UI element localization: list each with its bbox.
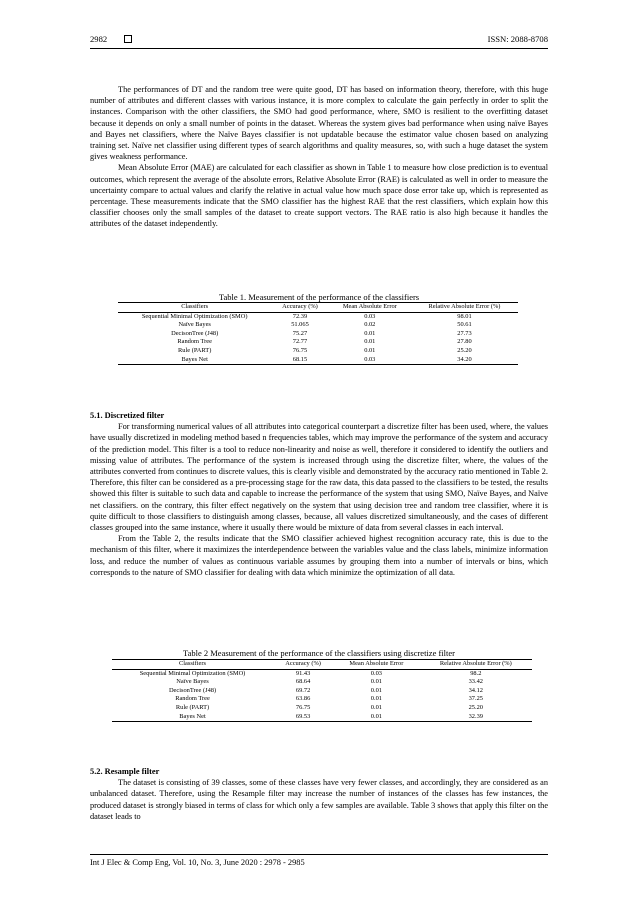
table-row <box>112 713 532 722</box>
table-cell: Random Tree <box>175 695 210 703</box>
table-cell: 0.03 <box>329 356 411 365</box>
table-row <box>112 687 532 696</box>
section-5-1 <box>90 410 548 578</box>
column-header: Mean Absolute Error <box>333 660 419 670</box>
table-row <box>118 321 518 330</box>
checkbox-glyph-icon <box>124 35 132 43</box>
table-cell: 68.64 <box>295 678 311 686</box>
table-cell: 63.86 <box>295 695 311 703</box>
table-cell: 0.01 <box>364 338 376 346</box>
footer-citation: Int J Elec & Comp Eng, Vol. 10, No. 3, June 2020 : 2978 - 2985 <box>90 858 305 867</box>
table-cell: 69.72 <box>295 686 311 694</box>
page-number: 2982 <box>90 34 108 44</box>
column-header: Accuracy (%) <box>271 303 328 313</box>
column-header: Classifiers <box>118 303 271 313</box>
table2 <box>112 659 532 722</box>
table-cell: 98.2 <box>470 669 482 677</box>
table-cell: 0.02 <box>364 321 376 329</box>
table-row <box>118 347 518 356</box>
table-cell: DecisonTree (J48) <box>171 329 219 337</box>
table-cell: 0.01 <box>370 678 382 686</box>
paragraph: The dataset is consisting of 39 classes, some of these classes have very fewer classes, and accordingly, they are considered as an unbalanced dataset. Therefore, using the Resample filter may increase the number of instances of the classes has few instances, the produced dataset is strongly biased in terms of class for which only a few samples are available. Table 3 shows that apply this filter on the dataset leads to <box>90 778 548 821</box>
table-cell: 33.42 <box>468 678 483 686</box>
issn-label: ISSN: 2088-8708 <box>487 34 548 44</box>
paragraph: From the Table 2, the results indicate that the SMO classifier achieved highest recognition accuracy rate, this is due to the mechanism of this filter, where it maximizes the interdependence between the variables value and the class labels, minimize information loss, and reduce the number of values as continuous variable assumes by grouping them into a number of intervals or bins, which corresponds to the nature of SMO classifier for dealing with data which minimize the optimization of all data. <box>90 534 548 577</box>
column-header: Relative Absolute Error (%) <box>420 660 532 670</box>
table-cell: 25.20 <box>468 703 483 711</box>
table-cell: 27.73 <box>457 329 472 337</box>
table1-caption: Table 1. Measurement of the performance of the classifiers <box>218 292 420 302</box>
table-cell: 50.61 <box>457 321 472 329</box>
table-cell: Naïve Bayes <box>178 321 211 329</box>
table-row <box>118 338 518 347</box>
table-row <box>118 312 518 321</box>
table-row <box>118 330 518 339</box>
table-cell: Naïve Bayes <box>176 678 209 686</box>
table-cell: 91.43 <box>295 669 311 677</box>
paragraph: For transforming numerical values of all attributes into categorical counterpart a discretize filter has been used, where, the values have usually discretized in modeling method based n frequencies tables, which may improve the performance of the system and accuracy of the prediction model. This filter is a tool to reduce non-linearity and noise as well, therefore it considered to identify the outliers and missing value of attributes. The performance of the system is increased through using the discretize filter, where, the values of the attributes converted from continues to discrete values, this is clearly visible and demonstrated by the accuracy ratio mentioned in Table 2. Therefore, this filter can be considered as a pre-processing stage for the raw data, this data passed to the classifiers to be tested, the results showed this filter is suitable to such data and capable to increase the performance of the system that using SMO, Naïve Bayes, and Naïve net classifiers. on the contrary, this filter effect negatively on the system that using decision tree and random tree classifier, where it is quite difficult to those classifiers to distinguish among classes, because, all values discretized simultaneously, and the cases of different classes grouped into the same instance, where it usually there would be mixture of data from several classes in each interval. <box>90 422 548 533</box>
table2-caption: Table 2 Measurement of the performance of the classifiers using discretize filter <box>182 648 455 658</box>
table-header-row <box>118 303 518 313</box>
section-5-2 <box>90 766 548 822</box>
table-cell: 0.01 <box>370 686 382 694</box>
table-cell: 37.25 <box>468 695 483 703</box>
table-cell: Bayes Net <box>112 713 273 722</box>
table-cell: 0.01 <box>370 703 382 711</box>
column-header: Relative Absolute Error (%) <box>411 303 518 313</box>
table-row <box>112 669 532 678</box>
table-cell: 0.01 <box>370 695 382 703</box>
table-cell: DecisonTree (J48) <box>168 686 217 694</box>
paragraph: The performances of DT and the random tree were quite good, DT has based on information theory, therefore, with this huge number of attributes and different classes with various instance, it is more complex to calculate the gain perfectly in order to split the instances. Comparison with the other classifiers, the SMO had good performance, where, SMO is resilient to the overfitting dataset because it depends on only a small number of points in the dataset. Whereas the system gives bad performance when using naïve Bayes and Bayes net classifiers, where the Naïve Bayes classifier is not updatable because the estimator value chosen based on analyzing training set. Naïve net classifier using different types of search algorithms and quality measures, so, with such a huge dataset the system gives weakness performance. <box>90 85 548 162</box>
table-cell: 32.39 <box>420 713 532 722</box>
table-cell: 68.15 <box>271 356 328 365</box>
table-cell: 76.75 <box>292 346 308 354</box>
intro-text <box>90 84 548 230</box>
table-row <box>112 678 532 687</box>
table-cell: 76.75 <box>295 703 311 711</box>
table-cell: Bayes Net <box>118 356 271 365</box>
table-header-row <box>112 660 532 670</box>
table-cell: 34.20 <box>411 356 518 365</box>
table-cell: Random Tree <box>177 338 212 346</box>
table-cell: 0.03 <box>364 312 376 320</box>
table-row <box>112 695 532 704</box>
table1 <box>118 302 518 365</box>
table-row <box>112 704 532 713</box>
table-cell: 51.065 <box>291 321 309 329</box>
table-cell: 72.77 <box>292 338 308 346</box>
table-cell: Sequential Minimal Optimization (SMO) <box>141 312 248 320</box>
column-header: Accuracy (%) <box>273 660 333 670</box>
header-divider <box>90 48 548 49</box>
table-cell: 25.20 <box>457 346 472 354</box>
column-header: Classifiers <box>112 660 273 670</box>
table-cell: 0.03 <box>370 669 382 677</box>
table-cell: Rule (PART) <box>175 703 210 711</box>
table-cell: 72.39 <box>292 312 308 320</box>
table-cell: 0.01 <box>364 346 376 354</box>
table-cell: 27.80 <box>457 338 472 346</box>
table-cell: 98.01 <box>457 312 472 320</box>
column-header: Mean Absolute Error <box>329 303 411 313</box>
table-cell: 69.53 <box>273 713 333 722</box>
footer-divider <box>90 854 548 855</box>
table-cell: 0.01 <box>333 713 419 722</box>
table-cell: 34.12 <box>468 686 483 694</box>
table-cell: 75.27 <box>292 329 308 337</box>
table-cell: 0.01 <box>364 329 376 337</box>
section-title: 5.1. Discretized filter <box>90 411 165 420</box>
table-cell: Rule (PART) <box>178 346 212 354</box>
section-title: 5.2. Resample filter <box>90 767 160 776</box>
table-cell: Sequential Minimal Optimization (SMO) <box>139 669 246 677</box>
paragraph: Mean Absolute Error (MAE) are calculated for each classifier as shown in Table 1 to measure how close prediction is to eventual outcomes, which represent the average of the absolute errors, Relative Absolute Error (RAE) is calculated as well in order to measure the uncertainty compare to actual values and clarify the relative in actual value how much space dose error take up, which is represented as percentage. These measurements indicate that the SMO classifier has the highest RAE that the rest classifiers, which explain how this classifier chooses only the small samples of the dataset to create support vectors. The RAE ratio is also high because it handles the attributes of the dataset independently. <box>90 163 548 229</box>
table-row <box>118 356 518 365</box>
